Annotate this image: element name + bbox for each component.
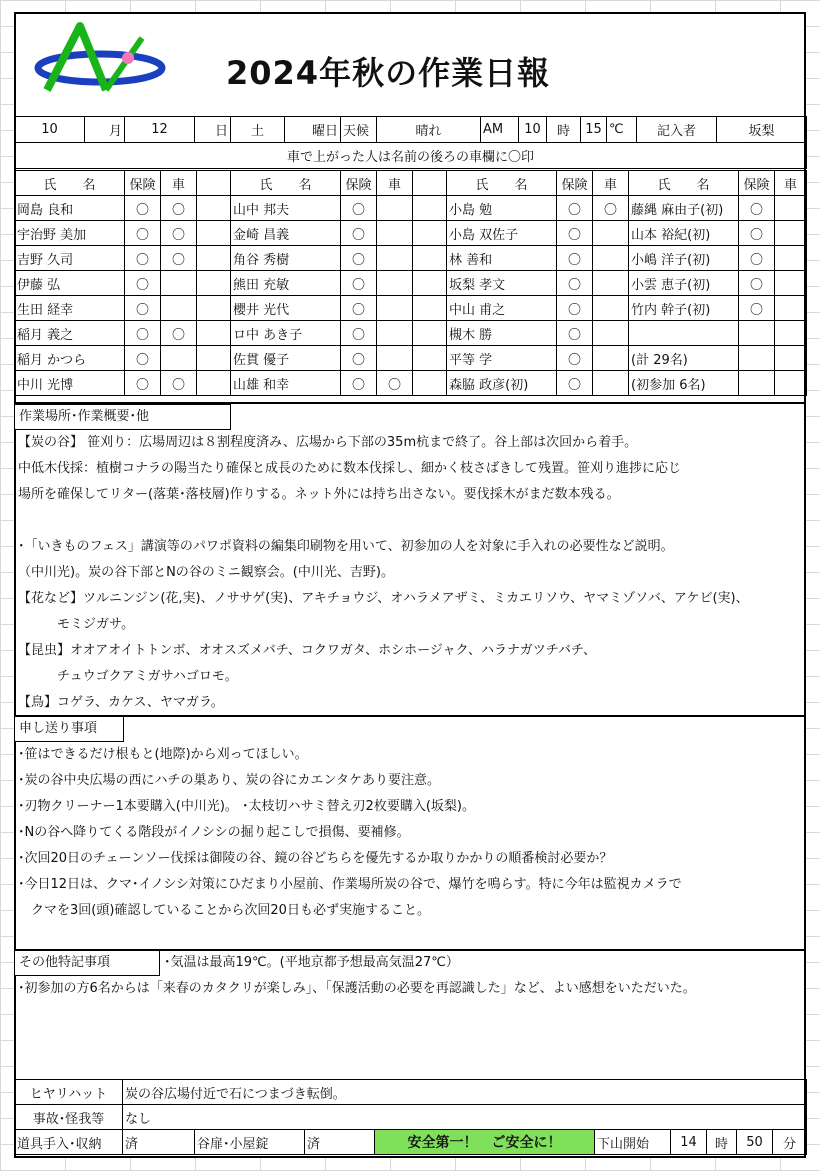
table-row (15, 246, 807, 271)
insurance-header: 保険 (739, 171, 775, 196)
car-mark (377, 246, 413, 271)
footer-table (14, 1079, 807, 1155)
insurance-mark (739, 321, 775, 346)
day-label: 日 (195, 117, 231, 143)
day-value: 12 (125, 117, 195, 143)
insurance-mark: 〇 (341, 246, 377, 271)
spacer-cell (413, 371, 447, 396)
work-line: 場所を確保してリター(落葉･落枝層)作りする。ネット外には持ち出さない。要伐採木がまだ数本残る。 (18, 487, 620, 502)
work-line: 【昆虫】オオアオイトトンボ、オオスズメバチ、コクワガタ、ホシホージャク、ハラナガツチバチ、 (18, 643, 597, 658)
member-name: (計 29名) (629, 346, 739, 371)
member-name: 櫻井 光代 (231, 296, 341, 321)
month-value: 10 (15, 117, 85, 143)
tools-value: 済 (123, 1130, 195, 1155)
member-name: 山雄 和幸 (231, 371, 341, 396)
member-name: 小島 勉 (447, 196, 557, 221)
car-mark: 〇 (593, 196, 629, 221)
insurance-header: 保険 (557, 171, 593, 196)
member-name: 山中 邦夫 (231, 196, 341, 221)
member-name: 竹内 幹子(初) (629, 296, 739, 321)
car-mark (377, 296, 413, 321)
work-line: チュウゴクアミガサハゴロモ。 (18, 669, 238, 684)
insurance-header: 保険 (125, 171, 161, 196)
insurance-mark: 〇 (125, 196, 161, 221)
other-section-label: その他特記事項 (14, 950, 160, 976)
spacer-cell (197, 171, 231, 196)
car-mark: 〇 (161, 371, 197, 396)
car-mark (775, 246, 807, 271)
spacer-cell (413, 271, 447, 296)
car-mark (593, 346, 629, 371)
car-mark: 〇 (377, 371, 413, 396)
car-mark (161, 271, 197, 296)
car-note: 車で上がった人は名前の後ろの車欄に〇印 (15, 143, 807, 169)
name-header: 氏 名 (15, 171, 125, 196)
weekday-value: 土 (231, 117, 285, 143)
spacer-cell (197, 296, 231, 321)
work-line (16, 508, 804, 534)
member-name: 角谷 秀樹 (231, 246, 341, 271)
spacer-cell (413, 221, 447, 246)
insurance-mark: 〇 (557, 221, 593, 246)
insurance-mark: 〇 (739, 271, 775, 296)
car-mark (775, 371, 807, 396)
insurance-mark: 〇 (739, 296, 775, 321)
insurance-mark: 〇 (125, 296, 161, 321)
car-mark (377, 321, 413, 346)
member-name: ロ中 あき子 (231, 321, 341, 346)
insurance-mark: 〇 (341, 321, 377, 346)
page-title: 2024年秋の作業日報 (226, 54, 551, 92)
member-name: 槻木 勝 (447, 321, 557, 346)
insurance-mark: 〇 (557, 271, 593, 296)
car-mark (775, 296, 807, 321)
car-mark: 〇 (161, 196, 197, 221)
car-mark: 〇 (161, 246, 197, 271)
member-name: 佐貫 優子 (231, 346, 341, 371)
member-name: 山本 裕紀(初) (629, 221, 739, 246)
handover-line: ･今日12日は、クマ･イノシシ対策にひだまり小屋前、作業場所炭の谷で、爆竹を鳴らす。特に今年は監視カメラで (18, 877, 682, 892)
insurance-mark: 〇 (125, 346, 161, 371)
descent-hour: 14 (671, 1130, 707, 1155)
table-row (15, 371, 807, 396)
member-name: 伊藤 弘 (15, 271, 125, 296)
hour-label: 時 (707, 1130, 737, 1155)
handover-line: ･次回20日のチェーンソー伐採は御陵の谷、鏡の谷どちらを優先するか取りかかりの順番検討必要か？ (18, 851, 613, 866)
weather-label: 天候 (341, 117, 377, 143)
car-mark: 〇 (161, 221, 197, 246)
car-mark (593, 371, 629, 396)
accident-label: 事故･怪我等 (15, 1105, 123, 1130)
car-mark (377, 221, 413, 246)
spacer-cell (197, 196, 231, 221)
header-table (14, 116, 807, 169)
descent-label: 下山開始 (595, 1130, 671, 1155)
handover-line: ･笹はできるだけ根もと(地際)から刈ってほしい。 (18, 747, 308, 762)
spacer-cell (413, 171, 447, 196)
insurance-mark: 〇 (341, 196, 377, 221)
handover-line: ･刃物クリーナー1本要購入(中川光)。 ･太枝切ハサミ替え刃2枚要購入(坂梨)。 (18, 799, 475, 814)
member-name: 吉野 久司 (15, 246, 125, 271)
table-row (15, 196, 807, 221)
insurance-mark: 〇 (125, 271, 161, 296)
car-header: 車 (593, 171, 629, 196)
spacer-cell (413, 321, 447, 346)
member-name: 中山 甫之 (447, 296, 557, 321)
table-row (15, 296, 807, 321)
member-name: 宇治野 美加 (15, 221, 125, 246)
car-mark (593, 221, 629, 246)
spacer-cell (413, 196, 447, 221)
insurance-mark: 〇 (557, 321, 593, 346)
member-name: 金崎 昌義 (231, 221, 341, 246)
table-row (15, 221, 807, 246)
roster-header-row (15, 171, 807, 196)
table-row (15, 271, 807, 296)
insurance-mark: 〇 (341, 296, 377, 321)
divider (14, 715, 806, 717)
work-line: （中川光)。炭の谷下部とNの谷のミニ観察会。(中川光、吉野)。 (18, 565, 394, 580)
spacer-cell (197, 346, 231, 371)
member-name: 小嶋 洋子(初) (629, 246, 739, 271)
descent-minute: 50 (737, 1130, 773, 1155)
member-name: 生田 経幸 (15, 296, 125, 321)
member-name: 岡島 良和 (15, 196, 125, 221)
member-name: 小島 双佐子 (447, 221, 557, 246)
car-mark (775, 221, 807, 246)
spacer-cell (197, 246, 231, 271)
minute-label: 分 (773, 1130, 807, 1155)
recorder-value: 坂梨 (717, 117, 807, 143)
member-name: 小雲 恵子(初) (629, 271, 739, 296)
work-line: 【花など】ツルニンジン(花,実)、ノササゲ(実)、アキチョウジ、オハラメアザミ、ミカエリソウ、ヤマミゾソバ、アケビ(実)、 (18, 591, 749, 606)
gate-value: 済 (305, 1130, 375, 1155)
handover-line: ･Nの谷へ降りてくる階段がイノシシの掘り起こしで損傷、要補修。 (18, 825, 410, 840)
spacer-cell (413, 296, 447, 321)
car-mark (775, 321, 807, 346)
accident-value: なし (123, 1105, 807, 1130)
member-name: 中川 光博 (15, 371, 125, 396)
car-mark (377, 346, 413, 371)
insurance-mark: 〇 (125, 371, 161, 396)
insurance-mark: 〇 (341, 371, 377, 396)
name-header: 氏 名 (231, 171, 341, 196)
spacer-cell (413, 346, 447, 371)
member-name: 藤縄 麻由子(初) (629, 196, 739, 221)
spacer-cell (197, 321, 231, 346)
member-name (629, 321, 739, 346)
insurance-mark: 〇 (125, 246, 161, 271)
spacer-cell (197, 271, 231, 296)
insurance-mark: 〇 (341, 221, 377, 246)
car-header: 車 (775, 171, 807, 196)
insurance-mark (739, 371, 775, 396)
table-row (15, 321, 807, 346)
other-line: ･初参加の方6名からは「来春のカタクリが楽しみ」、「保護活動の必要を再認識した」など、よい感想をいただいた。 (18, 981, 696, 996)
car-mark (161, 296, 197, 321)
tools-label: 道具手入･収納 (15, 1130, 123, 1155)
work-line: 【鳥】コゲラ、カケス、ヤマガラ。 (18, 695, 224, 710)
name-header: 氏 名 (447, 171, 557, 196)
hour-value: 10 (519, 117, 547, 143)
logo-icon (22, 18, 172, 104)
car-mark (377, 196, 413, 221)
handover-line: クマを3回(頭)確認していることから次回20日も必ず実施すること。 (18, 903, 430, 918)
car-mark (775, 346, 807, 371)
weekday-label: 曜日 (285, 117, 341, 143)
member-name: 稲月 義之 (15, 321, 125, 346)
member-name: 坂梨 孝文 (447, 271, 557, 296)
hiyari-value: 炭の谷広場付近で石につまづき転倒。 (123, 1080, 807, 1105)
work-line: 【炭の谷】 笹刈り：広場周辺は８割程度済み、広場から下部の35m杭まで終了。谷上部は次回から着手。 (18, 435, 638, 450)
temp-value: 15 (581, 117, 607, 143)
hiyari-label: ヒヤリハット (15, 1080, 123, 1105)
car-mark (593, 271, 629, 296)
work-line: 中低木伐採：植樹コナラの陽当たり確保と成長のために数本伐採し、細かく枝さばきして残置。笹刈り進捗に応じ (18, 461, 682, 476)
ampm: AM (481, 117, 519, 143)
insurance-mark: 〇 (125, 221, 161, 246)
car-mark: 〇 (161, 321, 197, 346)
car-mark (593, 321, 629, 346)
weather-value: 晴れ (377, 117, 481, 143)
car-mark (775, 271, 807, 296)
car-header: 車 (377, 171, 413, 196)
insurance-mark: 〇 (557, 296, 593, 321)
member-name: (初参加 6名) (629, 371, 739, 396)
roster-table (14, 170, 807, 396)
insurance-mark: 〇 (341, 271, 377, 296)
insurance-mark: 〇 (557, 346, 593, 371)
handover-section-label: 申し送り事項 (14, 716, 124, 742)
member-name: 熊田 充敏 (231, 271, 341, 296)
hour-label: 時 (547, 117, 581, 143)
insurance-mark: 〇 (739, 196, 775, 221)
car-mark (593, 246, 629, 271)
member-name: 稲月 かつら (15, 346, 125, 371)
work-line: モミジガサ。 (18, 617, 135, 632)
car-mark (775, 196, 807, 221)
car-mark (161, 346, 197, 371)
insurance-mark (739, 346, 775, 371)
member-name: 森脇 政彦(初) (447, 371, 557, 396)
insurance-mark: 〇 (557, 246, 593, 271)
insurance-mark: 〇 (557, 196, 593, 221)
temp-unit: ℃ (607, 117, 637, 143)
member-name: 平等 学 (447, 346, 557, 371)
insurance-mark: 〇 (557, 371, 593, 396)
name-header: 氏 名 (629, 171, 739, 196)
other-line: ･気温は最高19℃。(平地京都予想最高気温27℃） (164, 955, 459, 970)
insurance-mark: 〇 (341, 346, 377, 371)
spacer-cell (197, 371, 231, 396)
work-line: ･「いきものフェス」講演等のパワポ資料の編集印刷物を用いて、初参加の人を対象に手入れの必要性など説明。 (18, 539, 674, 554)
insurance-mark: 〇 (739, 221, 775, 246)
insurance-mark: 〇 (739, 246, 775, 271)
handover-line: ･炭の谷中央広場の西にハチの巣あり、炭の谷にカエンタケあり要注意。 (18, 773, 440, 788)
gate-label: 谷扉･小屋錠 (195, 1130, 305, 1155)
spacer-cell (197, 221, 231, 246)
work-section-label: 作業場所･作業概要･他 (14, 404, 231, 430)
car-mark (593, 296, 629, 321)
month-label: 月 (85, 117, 125, 143)
member-name: 林 善和 (447, 246, 557, 271)
insurance-header: 保険 (341, 171, 377, 196)
car-mark (377, 271, 413, 296)
safety-banner: 安全第一！ ご安全に！ (375, 1130, 595, 1155)
spacer-cell (413, 246, 447, 271)
car-header: 車 (161, 171, 197, 196)
insurance-mark: 〇 (125, 321, 161, 346)
table-row (15, 346, 807, 371)
recorder-label: 記入者 (637, 117, 717, 143)
